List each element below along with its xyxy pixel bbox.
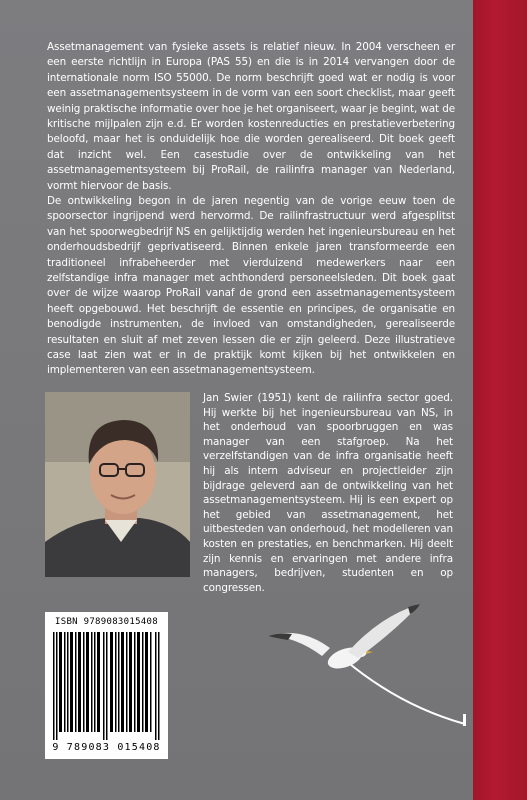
seagull-illustration [260,596,475,736]
intro-paragraph: Assetmanagement van fysieke assets is relatief nieuw. In 2004 verscheen er een eerste richtlijn in Europa (PAS 55) en die is in 2014 vervangen door de internationale norm ISO 55000. De norm beschrijft goed wat er nodig is voor een assetmanagementsysteem in de vorm van een soort checklist, maar geeft weinig praktische informatie over hoe je het organiseert, waar je begint, wat de kritische mijlpalen zijn e.d. Er worden kostenreducties en prestatieverbetering beloofd, maar het is onduidelijk hoe die worden gerealiseerd. Dit boek geeft dat inzicht wel. Een casestudie over de ontwikkeling van het assetmanagementsysteem bij ProRail, de railinfra manager van Nederland, vormt hiervoor de basis. [47,41,455,192]
author-bio: Jan Swier (1951) kent de railinfra sector goed. Hij werkte bij het ingenieursbureau van NS, in het onderhoud van spoorbruggen en was manager van een stafgroep. Na het verzelfstandigen van de infra organisatie heeft hij als intern adviseur en projectleider zijn bijdrage geleverd aan de ontwikkeling van het assetmanagementsysteem. Hij is een expert op het gebied van assetmanagement, het uitbesteden van onderhoud, het modelleren van kosten en prestaties, en benchmarken. Hij deelt zijn kennis en ervaringen met andere infra managers, bedrijven, studenten en op congressen. [203,392,453,594]
red-spine-band [473,0,527,800]
isbn-label: ISBN 9789083015408 [55,617,158,627]
isbn-digits: 9 789083 015408 [52,742,161,753]
isbn-barcode [45,612,168,759]
history-paragraph: De ontwikkeling begon in de jaren negentig van de vorige eeuw toen de spoorsector ingrijpend werd hervormd. De railinfrastructuur werd afgesplitst van het spoorwegbedrijf NS en gelijktijdig werden het ingenieursbureau en het onderhoudsbedrijf geprivatiseerd. Binnen enkele jaren transformeerde een traditioneel infrabeheerder met vierduizend medewerkers naar een zelfstandige infra manager met achthonderd personeelsleden. Dit boek gaat over de wijze waarop ProRail vanaf de grond een assetmanagementsysteem heeft opgebouwd. Het beschrijft de essentie en principes, de organisatie en benodigde instrumenten, de invloed van omstandigheden, gerealiseerde resultaten en sluit af met zeven lessen die er zijn geleerd. Deze illustratieve case laat zien wat er in de praktijk komt kijken bij het ontwikkelen en implementeren van een assetmanagementsysteem. [47,195,455,377]
author-photo [45,392,190,577]
barcode-bars [53,632,160,740]
